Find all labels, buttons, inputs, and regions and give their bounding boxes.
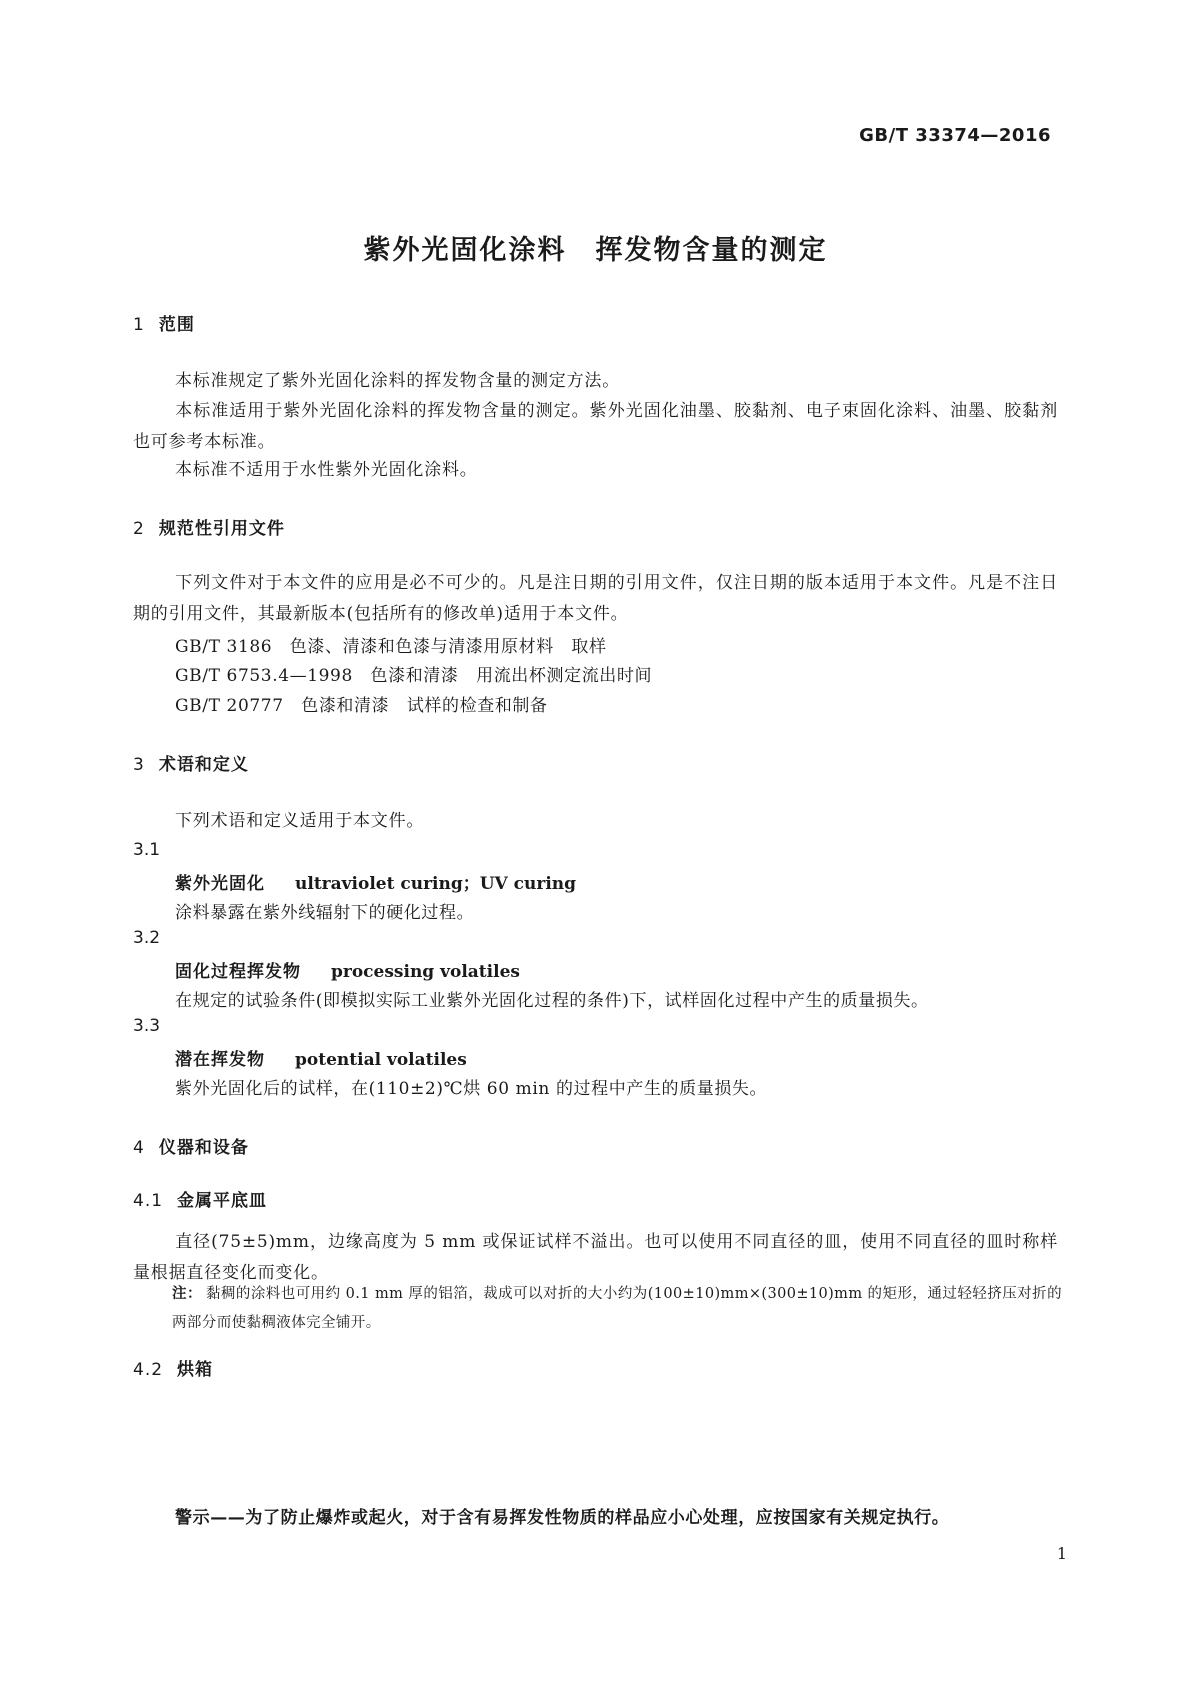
section-title: 范围	[158, 315, 195, 335]
term-definition: 在规定的试验条件(即模拟实际工业紫外光固化过程的条件)下，试样固化过程中产生的质量损失。	[175, 991, 929, 1011]
term-definition: 紫外光固化后的试样，在(110±2)℃烘 60 min 的过程中产生的质量损失。	[175, 1079, 768, 1099]
section-number: 3	[133, 755, 145, 775]
paragraph: 本标准适用于紫外光固化涂料的挥发物含量的测定。紫外光固化油墨、胶黏剂、电子束固化涂料、油墨、胶黏剂也可参考本标准。	[133, 401, 1058, 452]
section-heading	[133, 310, 195, 335]
term-title: 紫外光固化 ultraviolet curing；UV curing	[175, 874, 577, 894]
paragraph: 下列术语和定义适用于本文件。	[175, 811, 425, 831]
term-title: 固化过程挥发物 processing volatiles	[175, 962, 520, 982]
subsection-number: 4.2	[133, 1360, 164, 1380]
reference-item: GB/T 3186 色漆、清漆和色漆与清漆用原材料 取样	[175, 637, 607, 657]
reference-item: GB/T 6753.4—1998 色漆和清漆 用流出杯测定流出时间	[175, 666, 653, 686]
warning-text: 警示——为了防止爆炸或起火，对于含有易挥发性物质的样品应小心处理，应按国家有关规定执行。	[175, 1508, 950, 1528]
note-text: 黏稠的涂料也可用约 0.1 mm 厚的铝箔，裁成可以对折的大小约为(100±10)mm×(300±10)mm 的矩形，通过轻轻挤压对折的两部分而使黏稠液体完全铺开。	[172, 1286, 1062, 1331]
section-heading	[133, 750, 249, 775]
paragraph: 本标准不适用于水性紫外光固化涂料。	[175, 460, 478, 480]
subsection-number: 4.1	[133, 1191, 164, 1211]
section-title: 规范性引用文件	[158, 519, 285, 539]
term-definition: 涂料暴露在紫外线辐射下的硬化过程。	[175, 903, 475, 923]
note	[172, 1280, 1062, 1338]
note-label: 注：	[172, 1286, 202, 1302]
reference-item: GB/T 20777 色漆和清漆 试样的检查和制备	[175, 696, 548, 716]
section-number: 1	[133, 315, 145, 335]
document-title: 紫外光固化涂料 挥发物含量的测定	[363, 235, 828, 266]
term-title: 潜在挥发物 potential volatiles	[175, 1050, 467, 1070]
subsection-heading	[133, 1186, 267, 1211]
subsection-heading	[133, 1355, 213, 1380]
paragraph: 直径(75±5)mm，边缘高度为 5 mm 或保证试样不溢出。也可以使用不同直径的皿，使用不同直径的皿时称样量根据直径变化而变化。	[133, 1232, 1058, 1283]
section-number: 4	[133, 1138, 145, 1158]
section-heading	[133, 1133, 249, 1158]
page-number: 1	[1056, 1544, 1067, 1563]
term-number: 3.3	[133, 1016, 161, 1036]
paragraph: 下列文件对于本文件的应用是必不可少的。凡是注日期的引用文件，仅注日期的版本适用于本文件。凡是不注日期的引用文件，其最新版本(包括所有的修改单)适用于本文件。	[133, 573, 1058, 624]
section-heading	[133, 514, 285, 539]
term-number: 3.2	[133, 928, 161, 948]
subsection-title: 金属平底皿	[177, 1191, 268, 1211]
section-title: 仪器和设备	[158, 1138, 249, 1158]
subsection-title: 烘箱	[177, 1360, 214, 1380]
standard-number: GB/T 33374—2016	[859, 125, 1051, 146]
term-number: 3.1	[133, 840, 161, 860]
paragraph: 本标准规定了紫外光固化涂料的挥发物含量的测定方法。	[175, 371, 620, 391]
section-number: 2	[133, 519, 145, 539]
section-title: 术语和定义	[158, 755, 249, 775]
